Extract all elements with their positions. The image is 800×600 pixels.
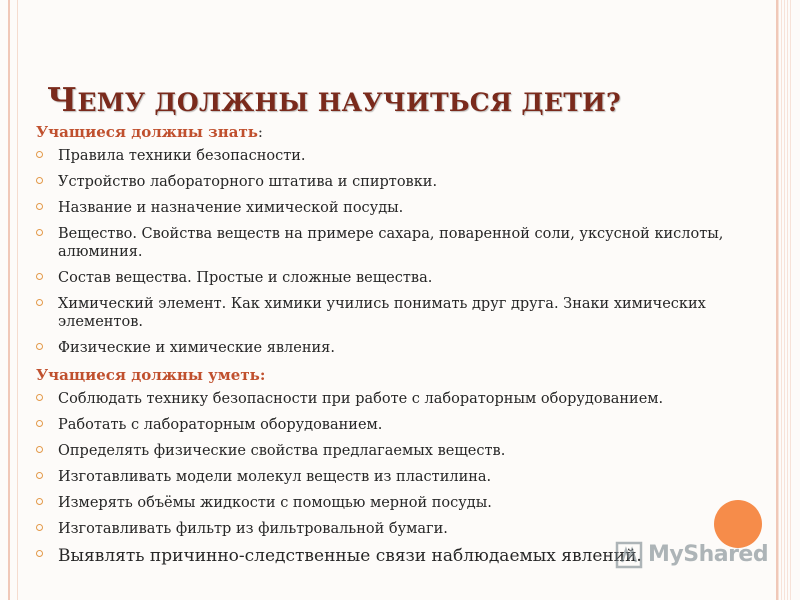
slide-frame-right: [776, 0, 792, 600]
slide-title: [47, 80, 727, 119]
list-item: [36, 416, 736, 434]
list-item: [36, 468, 736, 486]
bullet-icon: [36, 229, 43, 236]
bullet-icon: [36, 420, 43, 427]
list-item-text: Устройство лабораторного штатива и спиртовки.: [58, 174, 438, 190]
list-item-text: Вещество. Свойства веществ на примере сахара, поваренной соли, уксусной кислоты, алюминия.: [58, 226, 724, 260]
slide-frame-left: [8, 0, 18, 600]
list-item-text: Определять физические свойства предлагаемых веществ.: [58, 443, 506, 459]
list-item: [36, 442, 736, 460]
watermark-text: MyShared: [648, 542, 769, 567]
know-heading-colon: :: [257, 123, 263, 141]
list-item: [36, 225, 736, 261]
list-item: [36, 199, 736, 217]
title-rest: ЕМУ ДОЛЖНЫ НАУЧИТЬСЯ ДЕТИ?: [77, 88, 621, 117]
bullet-icon: [36, 203, 43, 210]
watermark[interactable]: [614, 540, 769, 572]
list-item-text: Состав вещества. Простые и сложные вещества.: [58, 270, 433, 286]
know-heading-text: Учащиеся должны знать: [36, 123, 258, 141]
list-item-text: Выявлять причинно-следственные связи наблюдаемых явлений.: [58, 546, 642, 566]
list-item-text: Изготавливать фильтр из фильтровальной бумаги.: [58, 521, 448, 537]
bullet-icon: [36, 343, 43, 350]
list-item-text: Химический элемент. Как химики учились понимать друг друга. Знаки химических элементов.: [58, 296, 706, 330]
list-item: [36, 173, 736, 191]
bullet-icon: [36, 472, 43, 479]
bullet-icon: [36, 273, 43, 280]
bullet-icon: [36, 550, 43, 557]
list-item: [36, 494, 736, 512]
bullet-icon: [36, 446, 43, 453]
list-item: [36, 269, 736, 287]
bullet-icon: [36, 394, 43, 401]
list-item-text: Изготавливать модели молекул веществ из пластилина.: [58, 469, 492, 485]
bullet-icon: [36, 524, 43, 531]
list-item: [36, 390, 736, 408]
title-first-letter: Ч: [47, 80, 78, 119]
bullet-icon: [36, 299, 43, 306]
list-item-text: Физические и химические явления.: [58, 340, 335, 356]
know-heading: [36, 122, 736, 143]
list-item-text: Измерять объёмы жидкости с помощью мерной посуды.: [58, 495, 492, 511]
myshared-logo-icon: [614, 540, 644, 570]
list-item: [36, 295, 736, 331]
list-item-text: Соблюдать технику безопасности при работе с лабораторным оборудованием.: [58, 391, 664, 407]
know-list: [36, 147, 736, 357]
can-heading-text: Учащиеся должны уметь:: [36, 366, 266, 384]
list-item: [36, 339, 736, 357]
bullet-icon: [36, 151, 43, 158]
slide-content: [36, 122, 736, 574]
list-item-text: Название и назначение химической посуды.: [58, 200, 404, 216]
list-item-text: Работать с лабораторным оборудованием.: [58, 417, 383, 433]
can-heading: [36, 365, 736, 386]
list-item-text: Правила техники безопасности.: [58, 148, 306, 164]
bullet-icon: [36, 498, 43, 505]
list-item: [36, 520, 736, 538]
list-item: [36, 147, 736, 165]
bullet-icon: [36, 177, 43, 184]
